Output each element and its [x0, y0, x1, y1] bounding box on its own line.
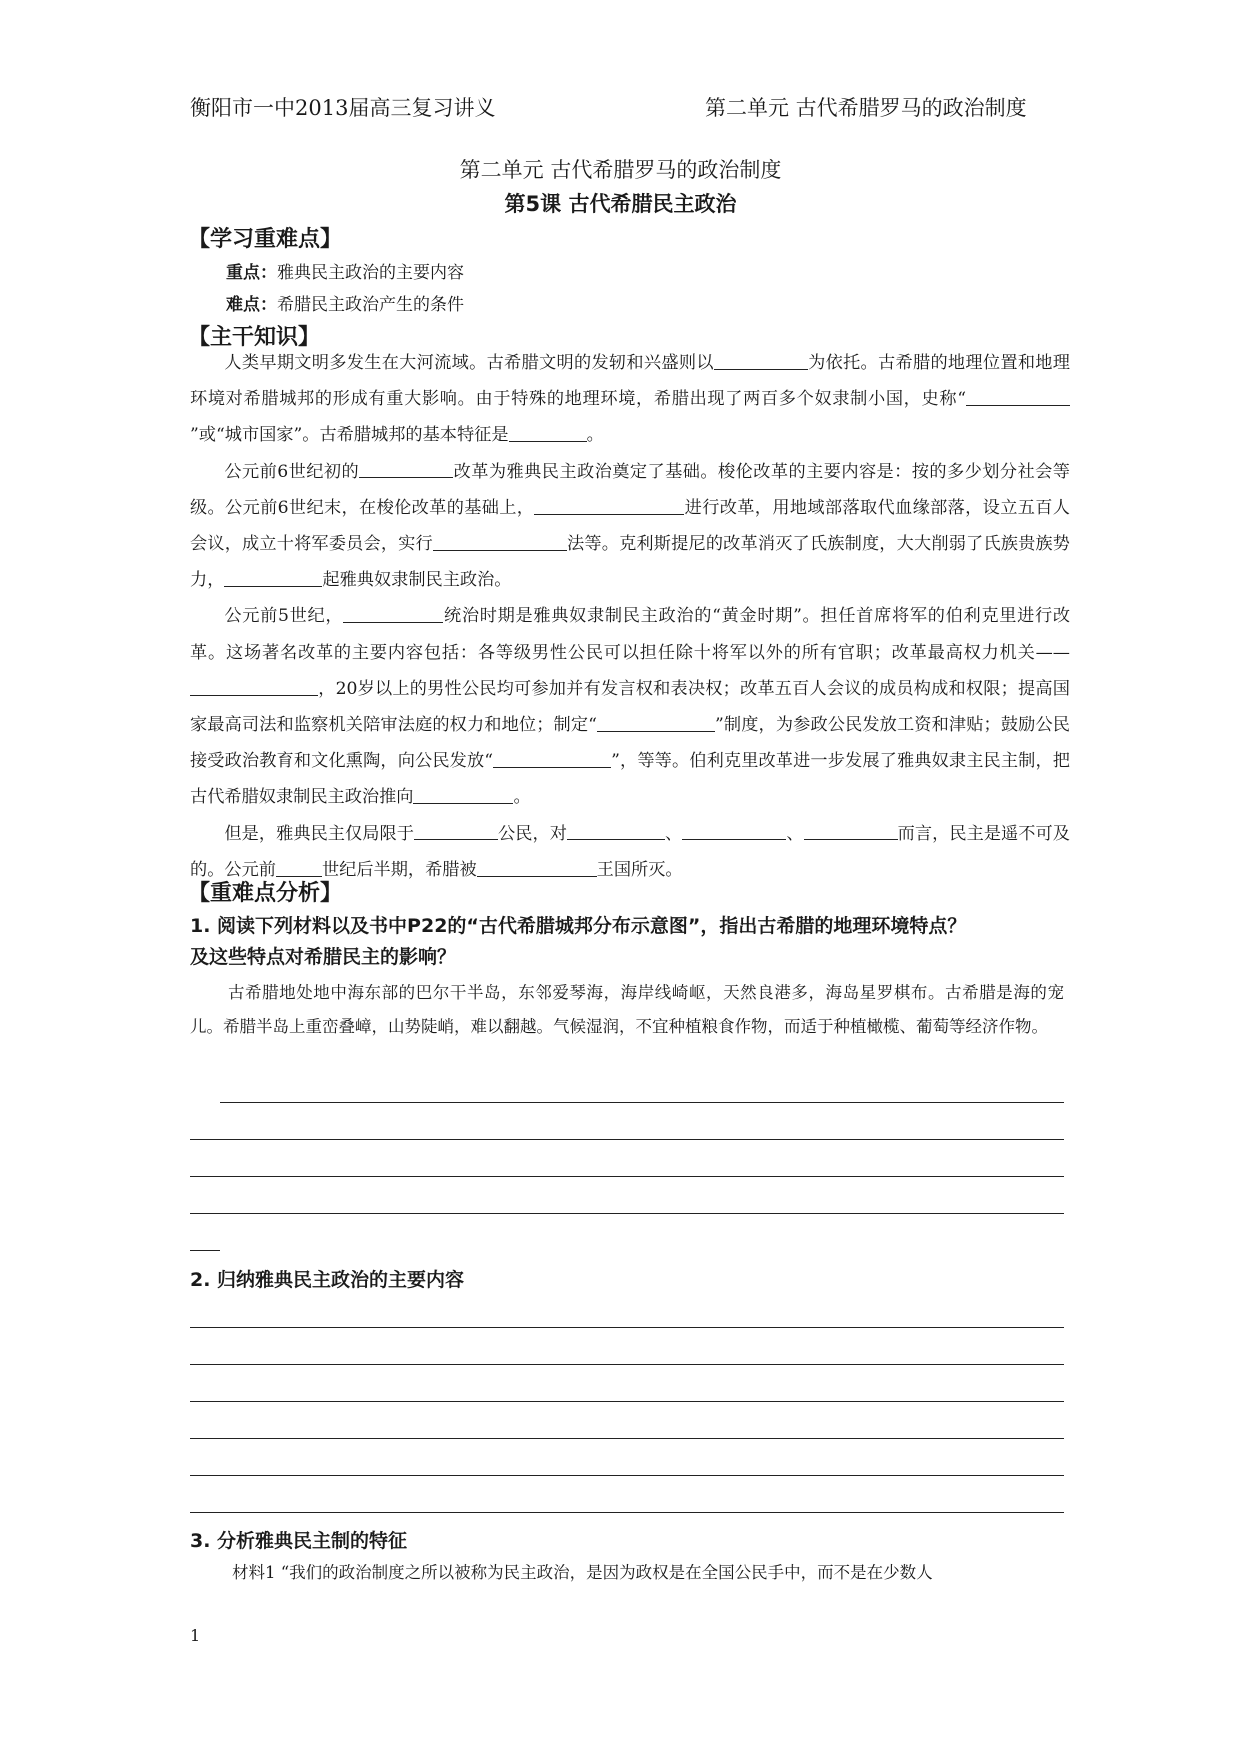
- key-point-label: 重点：: [226, 263, 277, 283]
- difficulty-point: [226, 290, 464, 315]
- fill-blank[interactable]: [343, 604, 443, 623]
- knowledge-paragraph-4: 但是，雅典民主仅局限于 公民，对 、 、 而言，民主是遥不可及的。公元前 世纪后半期，希腊被 王国所灭。: [190, 816, 1070, 888]
- fill-blank[interactable]: [509, 423, 587, 442]
- answer-line[interactable]: [190, 1364, 1064, 1365]
- question-2: 2. 归纳雅典民主政治的主要内容: [190, 1269, 465, 1291]
- difficulty-point-label: 难点：: [226, 295, 277, 315]
- answer-line[interactable]: [190, 1213, 1064, 1214]
- fill-blank[interactable]: [190, 677, 318, 696]
- fill-blank[interactable]: [414, 821, 498, 840]
- knowledge-paragraph-1: 人类早期文明多发生在大河流域。古希腊文明的发轫和兴盛则以 为依托。古希腊的地理位置和地理环境对希腊城邦的形成有重大影响。由于特殊的地理环境，希腊出现了两百多个奴隶制小国，史称“”或“城市国家”。古希腊城邦的基本特征是 。: [190, 345, 1070, 454]
- question-1-material: 古希腊地处地中海东部的巴尔干半岛，东邻爱琴海，海岸线崎岖，天然良港多，海岛星罗棋布。古希腊是海的宠儿。希腊半岛上重峦叠嶂，山势陡峭，难以翻越。气候湿润，不宜种植粮食作物，而适于种植橄榄、葡萄等经济作物。: [190, 983, 1064, 1036]
- fill-blank[interactable]: [682, 821, 786, 840]
- answer-line[interactable]: [190, 1176, 1064, 1177]
- key-point: [226, 258, 464, 283]
- fill-blank[interactable]: [413, 785, 513, 804]
- fill-blank[interactable]: [359, 459, 453, 478]
- question-1-line-2: 及这些特点对希腊民主的影响？: [190, 946, 457, 968]
- key-point-text: 雅典民主政治的主要内容: [277, 263, 464, 283]
- fill-blank[interactable]: [966, 387, 1070, 406]
- answer-line[interactable]: [190, 1139, 1064, 1140]
- question-3: 3. 分析雅典民主制的特征: [190, 1530, 408, 1552]
- answer-line[interactable]: [190, 1250, 220, 1251]
- answer-line[interactable]: [220, 1102, 1064, 1103]
- question-3-material: 材料1 “我们的政治制度之所以被称为民主政治，是因为政权是在全国公民手中，而不是在少数人: [232, 1563, 933, 1582]
- fill-blank[interactable]: [276, 858, 322, 877]
- answer-line[interactable]: [190, 1438, 1064, 1439]
- section-heading-study-points: 【学习重难点】: [188, 227, 343, 252]
- header-left: 衡阳市一中2013届高三复习讲义: [190, 96, 496, 120]
- answer-line[interactable]: [190, 1512, 1064, 1513]
- fill-blank[interactable]: [804, 821, 898, 840]
- question-1-line-1: 1. 阅读下列材料以及书中P22的“古代希腊城邦分布示意图”，指出古希腊的地理环境特点？: [190, 915, 967, 937]
- answer-line[interactable]: [190, 1327, 1064, 1328]
- answer-line[interactable]: [190, 1475, 1064, 1476]
- fill-blank[interactable]: [493, 749, 611, 768]
- knowledge-paragraph-2: 公元前6世纪初的 改革为雅典民主政治奠定了基础。梭伦改革的主要内容是：按的多少划分社会等级。公元前6世纪末，在梭伦改革的基础上， 进行改革，用地域部落取代血缘部落，设立五百人会议，成立十将军委员会，实行 法等。克利斯提尼的改革消灭了氏族制度，大大削弱了氏族贵族势力， 起雅典奴隶制民主政治。: [190, 454, 1070, 599]
- section-heading-knowledge: 【主干知识】: [188, 325, 321, 350]
- fill-blank[interactable]: [714, 351, 808, 370]
- unit-title: 第二单元 古代希腊罗马的政治制度: [459, 158, 782, 182]
- knowledge-body: [190, 345, 1070, 888]
- fill-blank[interactable]: [534, 495, 684, 514]
- answer-line[interactable]: [190, 1401, 1064, 1402]
- fill-blank[interactable]: [433, 532, 567, 551]
- difficulty-point-text: 希腊民主政治产生的条件: [277, 295, 464, 315]
- page-number: 1: [190, 1626, 201, 1645]
- fill-blank[interactable]: [597, 713, 715, 732]
- fill-blank[interactable]: [567, 821, 665, 840]
- fill-blank[interactable]: [224, 568, 322, 587]
- section-heading-analysis: 【重难点分析】: [188, 881, 343, 906]
- lesson-title: 第5课 古代希腊民主政治: [504, 192, 737, 216]
- knowledge-paragraph-3: 公元前5世纪， 统治时期是雅典奴隶制民主政治的“黄金时期”。担任首席将军的伯利克里进行改革。这场著名改革的主要内容包括：各等级男性公民可以担任除十将军以外的所有官职；改革最高权力机关——，20岁以上的男性公民均可参加并有发言权和表决权；改革五百人会议的成员构成和权限；提高国家最高司法和监察机关陪审法庭的权力和地位；制定“ ”制度，为参政公民发放工资和津贴；鼓励公民接受政治教育和文化熏陶，向公民发放“ ”，等等。伯利克里改革进一步发展了雅典奴隶主民主制，把古代希腊奴隶制民主政治推向 。: [190, 598, 1070, 815]
- fill-blank[interactable]: [477, 858, 597, 877]
- header-right: 第二单元 古代希腊罗马的政治制度: [705, 96, 1027, 120]
